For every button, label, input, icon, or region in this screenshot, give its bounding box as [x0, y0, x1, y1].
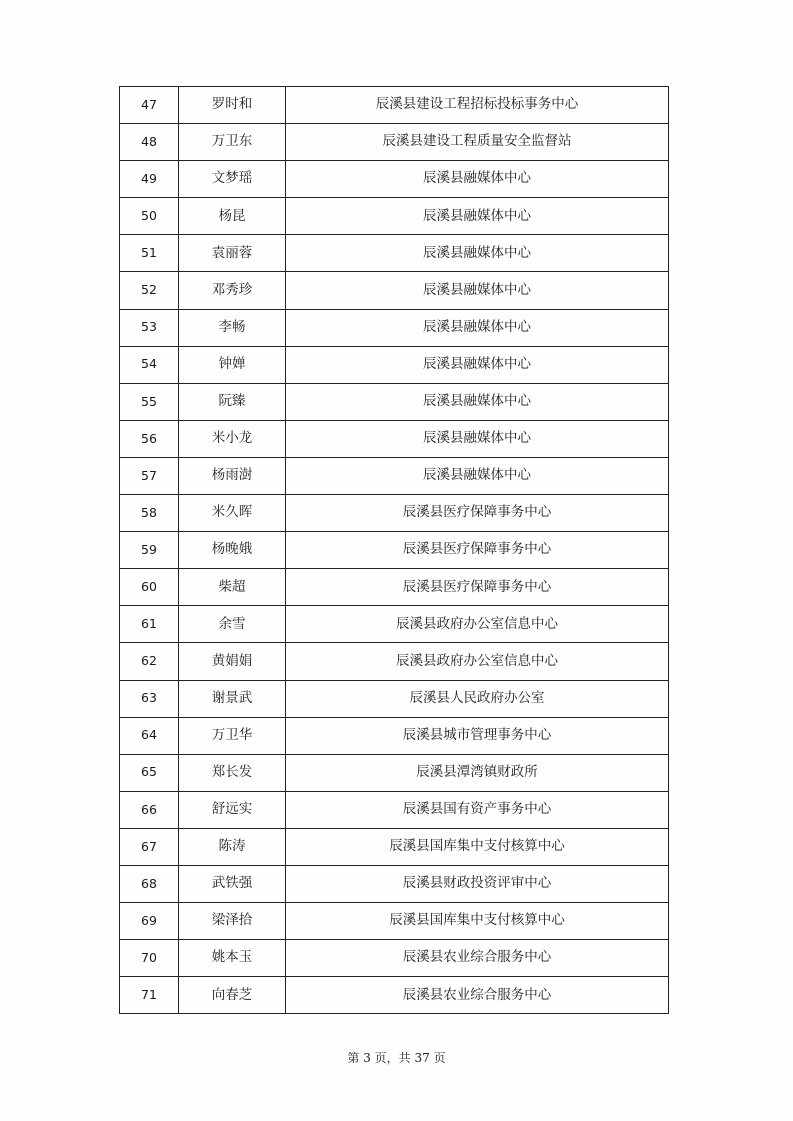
- person-name: 姚本玉: [179, 940, 286, 977]
- person-name: 万卫东: [179, 124, 286, 161]
- roster-table-body: [120, 87, 669, 1014]
- row-number: 58: [120, 495, 179, 532]
- work-unit: 辰溪县农业综合服务中心: [286, 940, 669, 977]
- work-unit: 辰溪县国有资产事务中心: [286, 791, 669, 828]
- work-unit: 辰溪县融媒体中心: [286, 235, 669, 272]
- person-name: 武铁强: [179, 865, 286, 902]
- person-name: 米久晖: [179, 495, 286, 532]
- person-name: 袁丽蓉: [179, 235, 286, 272]
- table-row: [120, 532, 669, 569]
- person-name: 黄娟娟: [179, 643, 286, 680]
- person-name: 余雪: [179, 606, 286, 643]
- table-row: [120, 420, 669, 457]
- row-number: 66: [120, 791, 179, 828]
- work-unit: 辰溪县医疗保障事务中心: [286, 495, 669, 532]
- table-row: [120, 569, 669, 606]
- work-unit: 辰溪县融媒体中心: [286, 272, 669, 309]
- row-number: 67: [120, 828, 179, 865]
- table-row: [120, 643, 669, 680]
- row-number: 50: [120, 198, 179, 235]
- work-unit: 辰溪县政府办公室信息中心: [286, 643, 669, 680]
- row-number: 68: [120, 865, 179, 902]
- table-row: [120, 124, 669, 161]
- work-unit: 辰溪县融媒体中心: [286, 420, 669, 457]
- table-row: [120, 235, 669, 272]
- row-number: 48: [120, 124, 179, 161]
- row-number: 59: [120, 532, 179, 569]
- table-row: [120, 754, 669, 791]
- work-unit: 辰溪县融媒体中心: [286, 198, 669, 235]
- work-unit: 辰溪县人民政府办公室: [286, 680, 669, 717]
- table-row: [120, 940, 669, 977]
- table-row: [120, 383, 669, 420]
- work-unit: 辰溪县政府办公室信息中心: [286, 606, 669, 643]
- row-number: 55: [120, 383, 179, 420]
- person-name: 文梦瑶: [179, 161, 286, 198]
- work-unit: 辰溪县融媒体中心: [286, 383, 669, 420]
- row-number: 47: [120, 87, 179, 124]
- row-number: 65: [120, 754, 179, 791]
- table-row: [120, 717, 669, 754]
- person-name: 梁泽拾: [179, 903, 286, 940]
- person-name: 谢景武: [179, 680, 286, 717]
- table-row: [120, 680, 669, 717]
- row-number: 53: [120, 309, 179, 346]
- person-name: 米小龙: [179, 420, 286, 457]
- row-number: 60: [120, 569, 179, 606]
- table-row: [120, 161, 669, 198]
- work-unit: 辰溪县融媒体中心: [286, 457, 669, 494]
- table-row: [120, 977, 669, 1014]
- person-name: 舒远实: [179, 791, 286, 828]
- table-row: [120, 903, 669, 940]
- person-name: 邓秀珍: [179, 272, 286, 309]
- person-name: 李畅: [179, 309, 286, 346]
- work-unit: 辰溪县医疗保障事务中心: [286, 569, 669, 606]
- table-row: [120, 828, 669, 865]
- row-number: 64: [120, 717, 179, 754]
- table-row: [120, 865, 669, 902]
- work-unit: 辰溪县医疗保障事务中心: [286, 532, 669, 569]
- table-row: [120, 606, 669, 643]
- work-unit: 辰溪县国库集中支付核算中心: [286, 828, 669, 865]
- work-unit: 辰溪县国库集中支付核算中心: [286, 903, 669, 940]
- table-row: [120, 457, 669, 494]
- work-unit: 辰溪县融媒体中心: [286, 346, 669, 383]
- table-row: [120, 346, 669, 383]
- person-name: 向春芝: [179, 977, 286, 1014]
- row-number: 56: [120, 420, 179, 457]
- row-number: 52: [120, 272, 179, 309]
- person-name: 杨雨澍: [179, 457, 286, 494]
- person-name: 郑长发: [179, 754, 286, 791]
- work-unit: 辰溪县融媒体中心: [286, 309, 669, 346]
- row-number: 57: [120, 457, 179, 494]
- work-unit: 辰溪县城市管理事务中心: [286, 717, 669, 754]
- row-number: 70: [120, 940, 179, 977]
- person-name: 万卫华: [179, 717, 286, 754]
- row-number: 51: [120, 235, 179, 272]
- row-number: 62: [120, 643, 179, 680]
- person-name: 杨昆: [179, 198, 286, 235]
- table-row: [120, 198, 669, 235]
- work-unit: 辰溪县融媒体中心: [286, 161, 669, 198]
- page-footer: 第 3 页，共 37 页: [347, 1051, 446, 1065]
- work-unit: 辰溪县建设工程质量安全监督站: [286, 124, 669, 161]
- person-name: 柴超: [179, 569, 286, 606]
- table-row: [120, 272, 669, 309]
- work-unit: 辰溪县潭湾镇财政所: [286, 754, 669, 791]
- table-row: [120, 495, 669, 532]
- row-number: 54: [120, 346, 179, 383]
- work-unit: 辰溪县财政投资评审中心: [286, 865, 669, 902]
- work-unit: 辰溪县建设工程招标投标事务中心: [286, 87, 669, 124]
- table-row: [120, 87, 669, 124]
- row-number: 63: [120, 680, 179, 717]
- table-row: [120, 309, 669, 346]
- work-unit: 辰溪县农业综合服务中心: [286, 977, 669, 1014]
- row-number: 71: [120, 977, 179, 1014]
- row-number: 69: [120, 903, 179, 940]
- person-name: 罗时和: [179, 87, 286, 124]
- row-number: 61: [120, 606, 179, 643]
- row-number: 49: [120, 161, 179, 198]
- person-name: 杨晚娥: [179, 532, 286, 569]
- person-name: 陈涛: [179, 828, 286, 865]
- roster-table: [119, 86, 669, 1014]
- table-row: [120, 791, 669, 828]
- person-name: 阮臻: [179, 383, 286, 420]
- person-name: 钟婵: [179, 346, 286, 383]
